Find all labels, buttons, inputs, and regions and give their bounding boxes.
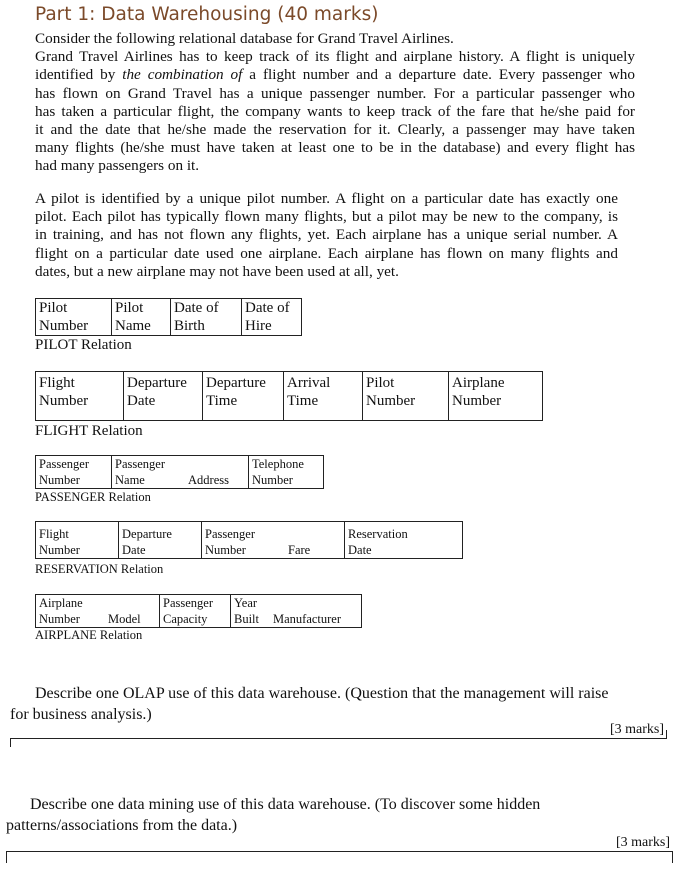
answer-line-tick xyxy=(666,730,667,739)
passenger-relation-table xyxy=(35,455,324,489)
column-header: Flight Number xyxy=(36,372,124,421)
relation-caption: FLIGHT Relation xyxy=(35,423,143,439)
column-header: Flight Number xyxy=(36,522,119,559)
relation-caption: PASSENGER Relation xyxy=(35,490,151,504)
airplane-relation-table xyxy=(35,594,362,628)
answer-line-tick xyxy=(6,851,7,863)
intro-line: it and the date that he/she made the reservation for it. Clearly, a passenger may have taken xyxy=(35,121,635,139)
intro-line: had many passengers on it. xyxy=(35,157,200,175)
column-header: Departure Time xyxy=(203,372,284,421)
column-header: Pilot Name xyxy=(112,299,171,336)
answer-line-tick xyxy=(10,738,11,747)
column-header: Passenger Number xyxy=(36,456,112,489)
intro-line: identified by the combination of a flight number and a departure date. Every passenger who xyxy=(35,66,635,84)
column-header: Year Built xyxy=(231,595,271,628)
pilot-paragraph xyxy=(35,190,618,281)
column-header: Passenger Capacity xyxy=(160,595,231,628)
relation-caption: PILOT Relation xyxy=(35,337,132,353)
column-header: Manufacturer xyxy=(270,595,362,628)
intro-paragraph xyxy=(35,30,635,176)
column-header: Passenger Name xyxy=(112,456,186,489)
pilot-line: dates, but a new airplane may not have been used at all, yet. xyxy=(35,262,399,280)
intro-line: Grand Travel Airlines has to keep track of its flight and airplane history. A flight is uniquely xyxy=(35,48,635,66)
relation-caption: AIRPLANE Relation xyxy=(35,628,143,642)
column-header: Airplane Number xyxy=(36,595,106,628)
column-header: Arrival Time xyxy=(284,372,363,421)
marks-label: [3 marks] xyxy=(616,835,671,850)
answer-line[interactable] xyxy=(6,851,673,852)
intro-line: Consider the following relational database for Grand Travel Airlines. xyxy=(35,30,454,47)
marks-label: [3 marks] xyxy=(610,722,665,737)
flight-relation-table xyxy=(35,371,543,421)
column-header: Address xyxy=(185,456,249,489)
column-header: Pilot Number xyxy=(363,372,449,421)
pilot-line: pilot. Each pilot has typically flown many flights, but a pilot may be new to the company, is xyxy=(35,208,618,226)
pilot-line: flight on a particular date used one airplane. Each airplane has flown on many flights and xyxy=(35,244,618,262)
pilot-line: in training, and has not flown any flights, yet. Each airplane has a unique serial number. A xyxy=(35,226,618,244)
question-data-mining: Describe one data mining use of this data warehouse. (To discover some hidden xyxy=(30,796,541,813)
column-header: Model xyxy=(105,595,160,628)
column-header: Departure Date xyxy=(119,522,202,559)
column-header: Date of Birth xyxy=(171,299,242,336)
reservation-relation-table xyxy=(35,521,463,559)
page-title: Part 1: Data Warehousing (40 marks) xyxy=(35,4,379,25)
column-header: Reservation Date xyxy=(345,522,463,559)
column-header: Fare xyxy=(285,522,345,559)
column-header: Departure Date xyxy=(124,372,203,421)
pilot-line: A pilot is identified by a unique pilot number. A flight on a particular date has exactly one xyxy=(35,190,618,207)
column-header: Passenger Number xyxy=(202,522,286,559)
answer-line[interactable] xyxy=(10,738,667,739)
answer-line-tick xyxy=(672,851,673,863)
column-header: Airplane Number xyxy=(449,372,543,421)
question-olap-continued: for business analysis.) xyxy=(10,706,152,723)
relation-caption: RESERVATION Relation xyxy=(35,562,164,576)
intro-line: has taken a particular flight, the company wants to keep track of the fare that he/she paid for xyxy=(35,102,635,120)
intro-line: has flown on Grand Travel has a unique passenger number. For a particular passenger who xyxy=(35,84,635,102)
column-header: Telephone Number xyxy=(249,456,324,489)
emphasis-text: the combination of xyxy=(122,66,243,84)
intro-line: many flights (he/she must have taken at least one to be in the database) and every flight has xyxy=(35,139,635,157)
column-header: Date of Hire xyxy=(242,299,302,336)
question-data-mining-continued: patterns/associations from the data.) xyxy=(6,817,238,834)
column-header: Pilot Number xyxy=(36,299,112,336)
pilot-relation-table xyxy=(35,298,302,336)
question-olap: Describe one OLAP use of this data warehouse. (Question that the management will raise xyxy=(35,685,609,702)
